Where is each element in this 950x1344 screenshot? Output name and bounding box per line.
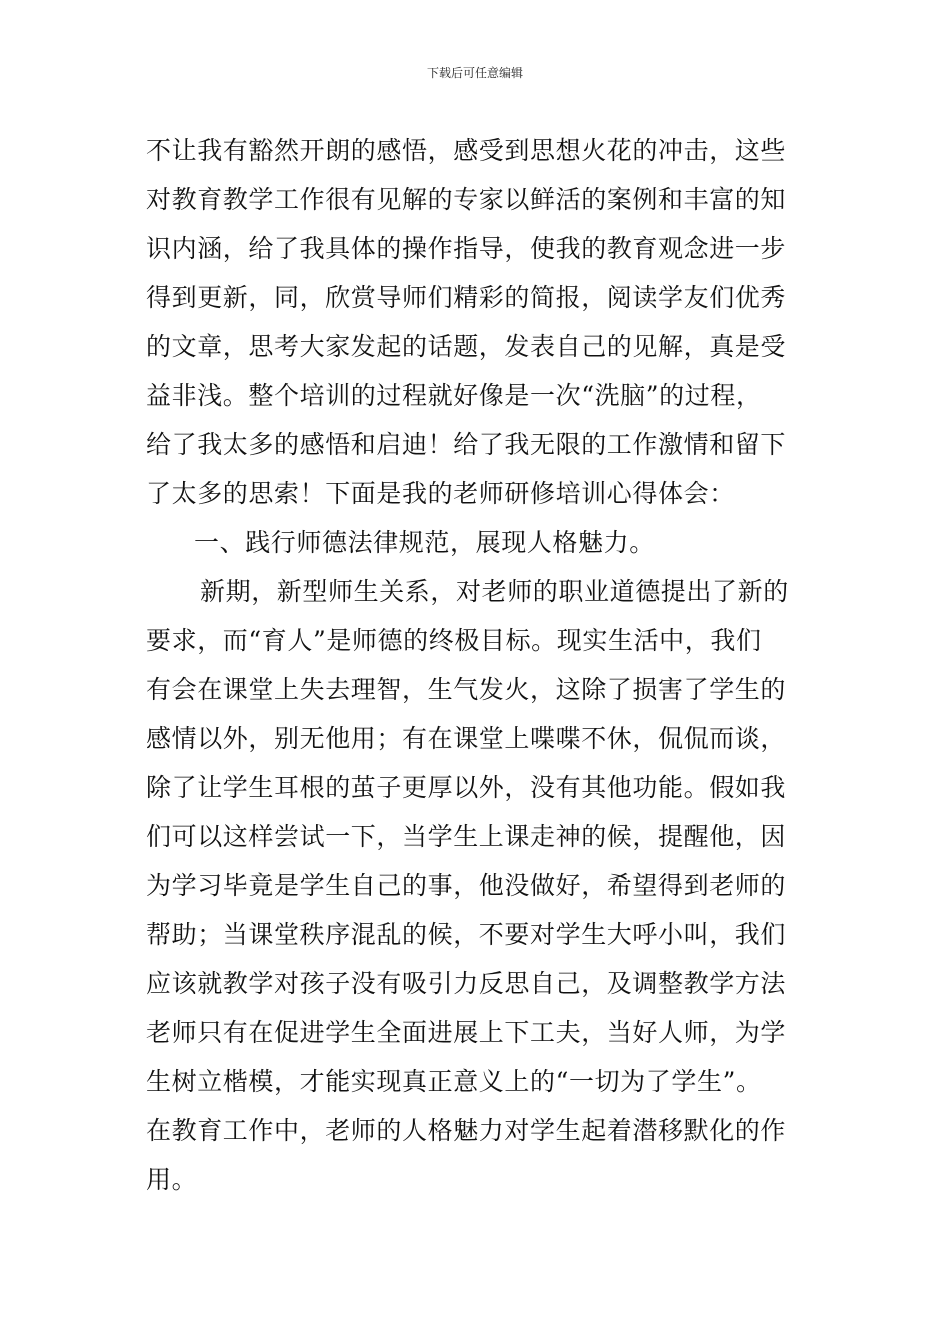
text-line: 们可以这样尝试一下，当学生上课走神的候，提醒他，因 <box>146 822 787 851</box>
text-line: 为学习毕竟是学生自己的事，他没做好，希望得到老师的 <box>146 871 787 900</box>
text-line: 用。 <box>146 1165 198 1194</box>
text-line: 不让我有豁然开朗的感悟，感受到思想火花的冲击，这些 <box>146 136 787 165</box>
text-line: 感情以外，别无他用；有在课堂上喋喋不休，侃侃而谈， <box>146 724 787 753</box>
section-heading: 一、践行师德法律规范，展现人格魅力。 <box>194 528 655 557</box>
text-line: 帮助；当课堂秩序混乱的候，不要对学生大呼小叫，我们 <box>146 920 787 949</box>
text-line: 对教育教学工作很有见解的专家以鲜活的案例和丰富的知 <box>146 185 787 214</box>
document-body <box>146 126 806 1204</box>
text-line: 应该就教学对孩子没有吸引力反思自己，及调整教学方法 <box>146 969 787 998</box>
text-line: 生树立楷模，才能实现真正意义上的“一切为了学生”。 <box>146 1067 762 1096</box>
text-line: 识内涵，给了我具体的操作指导，使我的教育观念进一步 <box>146 234 787 263</box>
text-line: 除了让学生耳根的茧子更厚以外，没有其他功能。假如我 <box>146 773 787 802</box>
text-line: 有会在课堂上失去理智，生气发火，这除了损害了学生的 <box>146 675 787 704</box>
text-line: 了太多的思索！下面是我的老师研修培训心得体会： <box>146 479 735 508</box>
text-line: 要求，而“育人”是师德的终极目标。现实生活中，我们 <box>146 626 762 655</box>
text-line: 在教育工作中，老师的人格魅力对学生起着潜移默化的作 <box>146 1116 787 1145</box>
paragraph-first-line: 新期，新型师生关系，对老师的职业道德提出了新的 <box>200 577 789 606</box>
text-line: 的文章，思考大家发起的话题，发表自己的见解，真是受 <box>146 332 787 361</box>
text-line: 给了我太多的感悟和启迪！给了我无限的工作激情和留下 <box>146 430 787 459</box>
text-line: 老师只有在促进学生全面进展上下工夫，当好人师，为学 <box>146 1018 787 1047</box>
text-line: 得到更新，同，欣赏导师们精彩的简报，阅读学友们优秀 <box>146 283 787 312</box>
text-line: 益非浅。整个培训的过程就好像是一次“洗脑”的过程， <box>146 381 762 410</box>
page-header-note: 下载后可任意编辑 <box>426 66 523 80</box>
